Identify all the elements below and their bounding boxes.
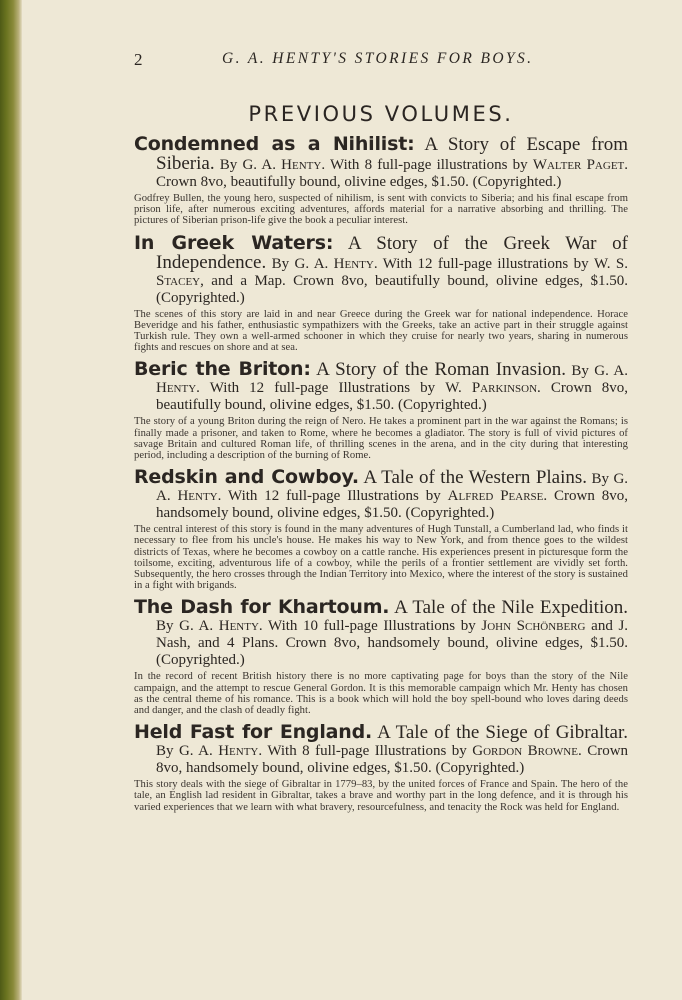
illustrator-name: W. Parkinson. bbox=[445, 380, 541, 397]
edition-details: Crown 8vo, handsomely bound, olivine edges, $1.50. (Copyrighted.) bbox=[156, 743, 629, 777]
entry-description: The story of a young Briton during the reign of Nero. He takes a prominent part in the war against the Romans; is finally made a prisoner, and taken to Rome, where he becomes a gladiator. The story is full of vivid pictures of savage Britain and cultured Roman life, of thrilling scenes in the arena, and in the city during that interesting period, including a description of the burning of Rome. bbox=[134, 416, 628, 462]
book-entry bbox=[134, 133, 629, 227]
illustration-note: With 12 full-page Illustrations by bbox=[209, 380, 436, 397]
illustrator-name: Gordon Browne. bbox=[472, 743, 582, 760]
entry-heading bbox=[134, 721, 629, 777]
book-title: In Greek Waters: bbox=[134, 231, 334, 254]
author-name: G. A. Henty. bbox=[242, 157, 326, 173]
book-subtitle: A Tale of the Nile Expedition. bbox=[394, 597, 628, 619]
edition-details: and a Map. Crown 8vo, beautifully bound, olivine edges, $1.50. (Copyrighted.) bbox=[156, 272, 629, 306]
by-text: By bbox=[219, 157, 238, 173]
book-page bbox=[134, 50, 628, 821]
author-name: G. A. Henty. bbox=[179, 618, 263, 635]
running-title: G. A. HENTY'S STORIES FOR BOYS. bbox=[222, 50, 534, 67]
book-entry bbox=[134, 596, 629, 717]
entry-description: Godfrey Bullen, the young hero, suspected of nihilism, is sent with convicts to Siberia; and his final escape from prison life, after numerous exciting adventures, affords material for a narrative absorbing and thrilling. The pictures of Siberian prison-life give the book a peculiar interest. bbox=[134, 193, 628, 227]
book-subtitle: A Tale of the Western Plains. bbox=[363, 467, 588, 489]
edition-details: and J. Nash, and 4 Plans. Crown 8vo, handsomely bound, olivine edges, $1.50. (Copyrighted.) bbox=[156, 618, 629, 669]
book-subtitle: A Story of Escape from Siberia. bbox=[156, 134, 629, 174]
book-entry bbox=[134, 231, 629, 354]
by-text: By bbox=[271, 255, 290, 272]
edition-details: Crown 8vo, beautifully bound, olivine edges, $1.50. (Copyrighted.) bbox=[156, 174, 562, 190]
illustrator-name: John Schönberg bbox=[481, 618, 586, 635]
entry-heading bbox=[134, 133, 629, 191]
by-text: By bbox=[156, 618, 174, 635]
book-entry bbox=[134, 721, 629, 813]
book-title: Condemned as a Nihilist: bbox=[134, 133, 415, 155]
illustration-note: With 12 full-page Illustrations by bbox=[228, 488, 441, 505]
edition-details: Crown 8vo, beautifully bound, olivine edges, $1.50. (Copyrighted.) bbox=[156, 380, 629, 414]
edition-details: Crown 8vo, handsomely bound, olivine edges, $1.50. (Copyrighted.) bbox=[156, 488, 629, 522]
book-title: Held Fast for England. bbox=[134, 721, 373, 744]
book-title: Beric the Briton: bbox=[134, 358, 311, 381]
entry-description: In the record of recent British history there is no more captivating page for boys than the story of the Nile campaign, and the attempt to rescue General Gordon. It is this memorable campaign which Mr. Henty has chosen as the central theme of his romance. This is a book which will hold the boy spell-bound who loves daring deeds and danger, and the clash of deadly fight. bbox=[134, 671, 628, 717]
running-head bbox=[134, 50, 628, 74]
entry-heading bbox=[134, 231, 629, 307]
author-name: G. A. Henty. bbox=[156, 471, 629, 505]
book-title: The Dash for Khartoum. bbox=[134, 596, 390, 619]
entry-description: The scenes of this story are laid in and near Greece during the Greek war for national independence. Horace Beveridge and his father, enthusiastic sympathizers with the Greeks, take an active part in their struggle against Turkish rule. They own a well-armed schooner in which they cruise for nearly two years, sharing in numerous fights and rescues on shore and at sea. bbox=[134, 308, 628, 354]
entry-heading bbox=[134, 358, 629, 414]
illustration-note: With 10 full-page Illustrations by bbox=[268, 618, 476, 635]
illustrator-name: W. S. Stacey, bbox=[156, 255, 629, 289]
entries-list bbox=[134, 133, 629, 813]
author-name: G. A. Henty. bbox=[294, 255, 378, 272]
book-subtitle: A Story of the Roman Invasion. bbox=[316, 359, 566, 381]
illustration-note: With 8 full-page Illustrations by bbox=[267, 743, 467, 760]
book-entry bbox=[134, 358, 629, 462]
book-subtitle: A Tale of the Siege of Gibraltar. bbox=[377, 722, 628, 744]
section-heading: PREVIOUS VOLUMES. bbox=[248, 102, 514, 126]
entry-description: The central interest of this story is found in the many adventures of Hugh Tunstall, a Cumberland lad, who finds it necessary to flee from his uncle's house. He makes his way to New York, and from thence goes to the wildest districts of Texas, where he becomes a cowboy on a cattle ranche. His experiences present in picturesque form the toilsome, exciting, adventurous life of a cowboy, while the perils of a frontier settlement are vividly set forth. Subsequently, the hero crosses through the Indian Territory into Mexico, where the interest of the story is sustained in a fight with brigands. bbox=[134, 524, 628, 592]
page-number: 2 bbox=[134, 50, 143, 69]
illustration-note: With 12 full-page illustrations by bbox=[382, 255, 589, 272]
author-name: G. A. Henty. bbox=[178, 743, 263, 760]
entry-description: This story deals with the siege of Gibraltar in 1779–83, by the united forces of France and Spain. The hero of the tale, an English lad resident in Gibraltar, takes a brave and worthy part in the long defence, and it is through his varied experiences that we learn with what bravery, resourcefulness, and tenacity the Rock was held for England. bbox=[134, 779, 628, 813]
by-text: By bbox=[156, 743, 174, 760]
book-binding-edge bbox=[0, 0, 22, 1000]
entry-heading bbox=[134, 466, 629, 522]
book-title: Redskin and Cowboy. bbox=[134, 466, 359, 489]
illustrator-name: Walter Paget. bbox=[532, 157, 629, 173]
entry-heading bbox=[134, 596, 629, 669]
by-text: By bbox=[571, 363, 589, 380]
author-name: G. A. Henty. bbox=[156, 363, 629, 397]
book-subtitle: A Story of the Greek War of Independence. bbox=[156, 232, 628, 273]
book-entry bbox=[134, 466, 629, 592]
illustration-note: With 8 full-page illustrations by bbox=[330, 157, 528, 173]
illustrator-name: Alfred Pearse. bbox=[447, 488, 548, 505]
by-text: By bbox=[591, 471, 609, 488]
